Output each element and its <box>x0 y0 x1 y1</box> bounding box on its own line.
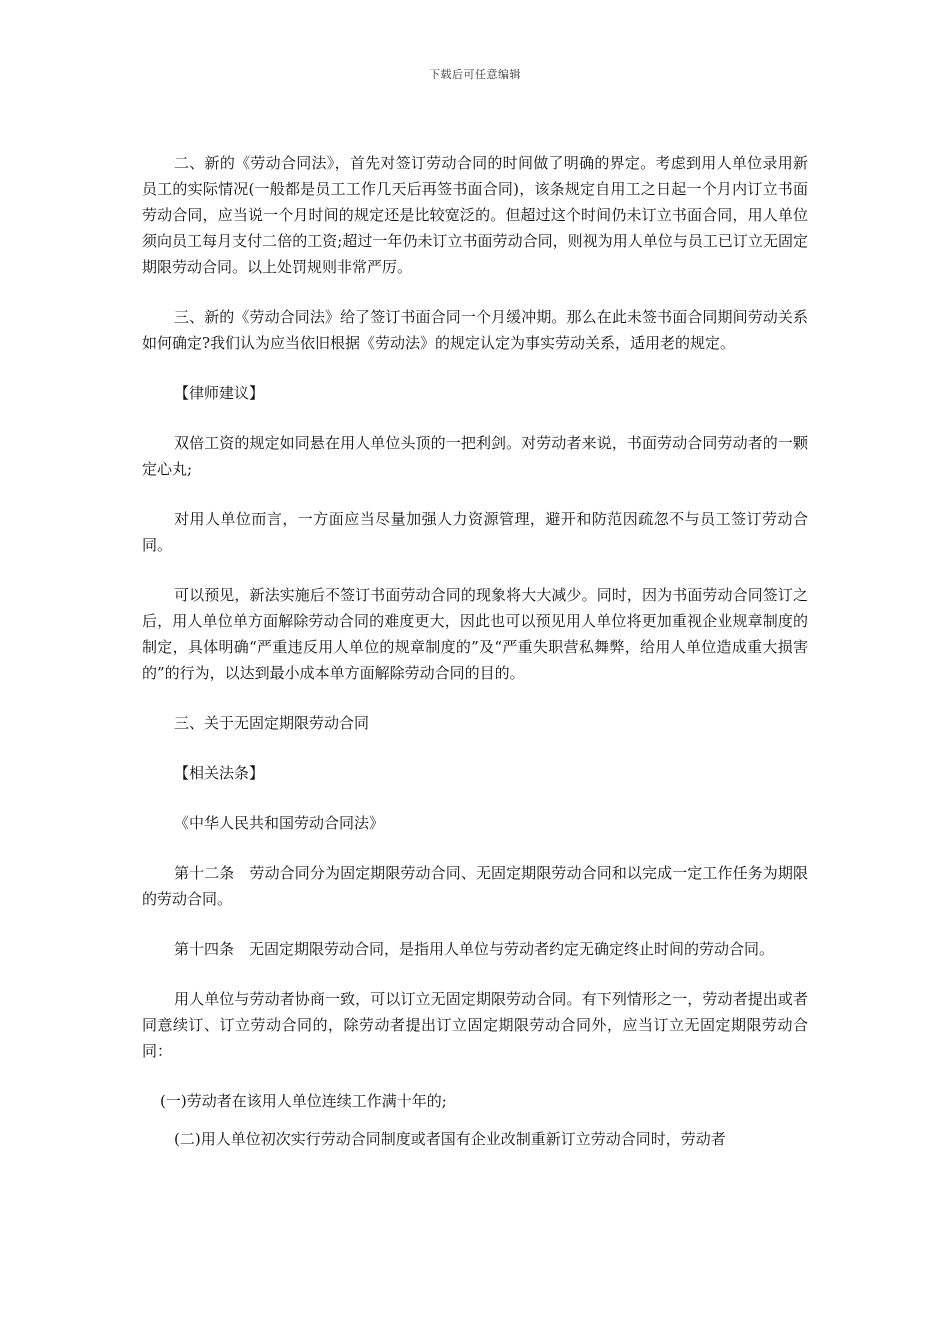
law-article: 第十二条 劳动合同分为固定期限劳动合同、无固定期限劳动合同和以完成一定工作任务为期限的劳动合同。 <box>142 864 808 908</box>
paragraph: 用人单位与劳动者协商一致，可以订立无固定期限劳动合同。有下列情形之一，劳动者提出或者同意续订、订立劳动合同的，除劳动者提出订立固定期限劳动合同外，应当订立无固定期限劳动合同： <box>142 990 808 1060</box>
section-heading: 【律师建议】 <box>174 384 265 402</box>
section-heading: 【相关法条】 <box>174 764 265 782</box>
list-item: (一)劳动者在该用人单位连续工作满十年的; <box>160 1092 447 1110</box>
list-item: (二)用人单位初次实行劳动合同制度或者国有企业改制重新订立劳动合同时，劳动者 <box>174 1130 726 1148</box>
paragraph: 三、新的《劳动合同法》给了签订书面合同一个月缓冲期。那么在此未签书面合同期间劳动关系如何确定?我们认为应当依旧根据《劳动法》的规定认定为事实劳动关系，适用老的规定。 <box>142 308 808 352</box>
paragraph: 可以预见，新法实施后不签订书面劳动合同的现象将大大减少。同时，因为书面劳动合同签订之后，用人单位单方面解除劳动合同的难度更大，因此也可以预见用人单位将更加重视企业规章制度的制定，具体明确“严重违反用人单位的规章制度的”及“严重失职营私舞弊，给用人单位造成重大损害的”的行为，以达到最小成本单方面解除劳动合同的目的。 <box>142 586 808 682</box>
section-heading: 三、关于无固定期限劳动合同 <box>174 714 370 732</box>
page-header: 下载后可任意编辑 <box>429 68 521 81</box>
law-article: 第十四条 无固定期限劳动合同，是指用人单位与劳动者约定无确定终止时间的劳动合同。 <box>174 940 775 958</box>
paragraph: 二、新的《劳动合同法》，首先对签订劳动合同的时间做了明确的界定。考虑到用人单位录用新员工的实际情况(一般都是员工工作几天后再签书面合同)，该条规定自用工之日起一个月内订立书面劳动合同，应当说一个月时间的规定还是比较宽泛的。但超过这个时间仍未订立书面合同，用人单位须向员工每月支付二倍的工资;超过一年仍未订立书面劳动合同，则视为用人单位与员工已订立无固定期限劳动合同。以上处罚规则非常严厉。 <box>142 154 808 276</box>
document-body <box>142 150 808 1164</box>
law-title: 《中华人民共和国劳动合同法》 <box>174 814 385 832</box>
paragraph: 双倍工资的规定如同悬在用人单位头顶的一把利剑。对劳动者来说，书面劳动合同劳动者的一颗定心丸; <box>142 434 808 478</box>
paragraph: 对用人单位而言，一方面应当尽量加强人力资源管理，避开和防范因疏忽不与员工签订劳动合同。 <box>142 510 808 554</box>
